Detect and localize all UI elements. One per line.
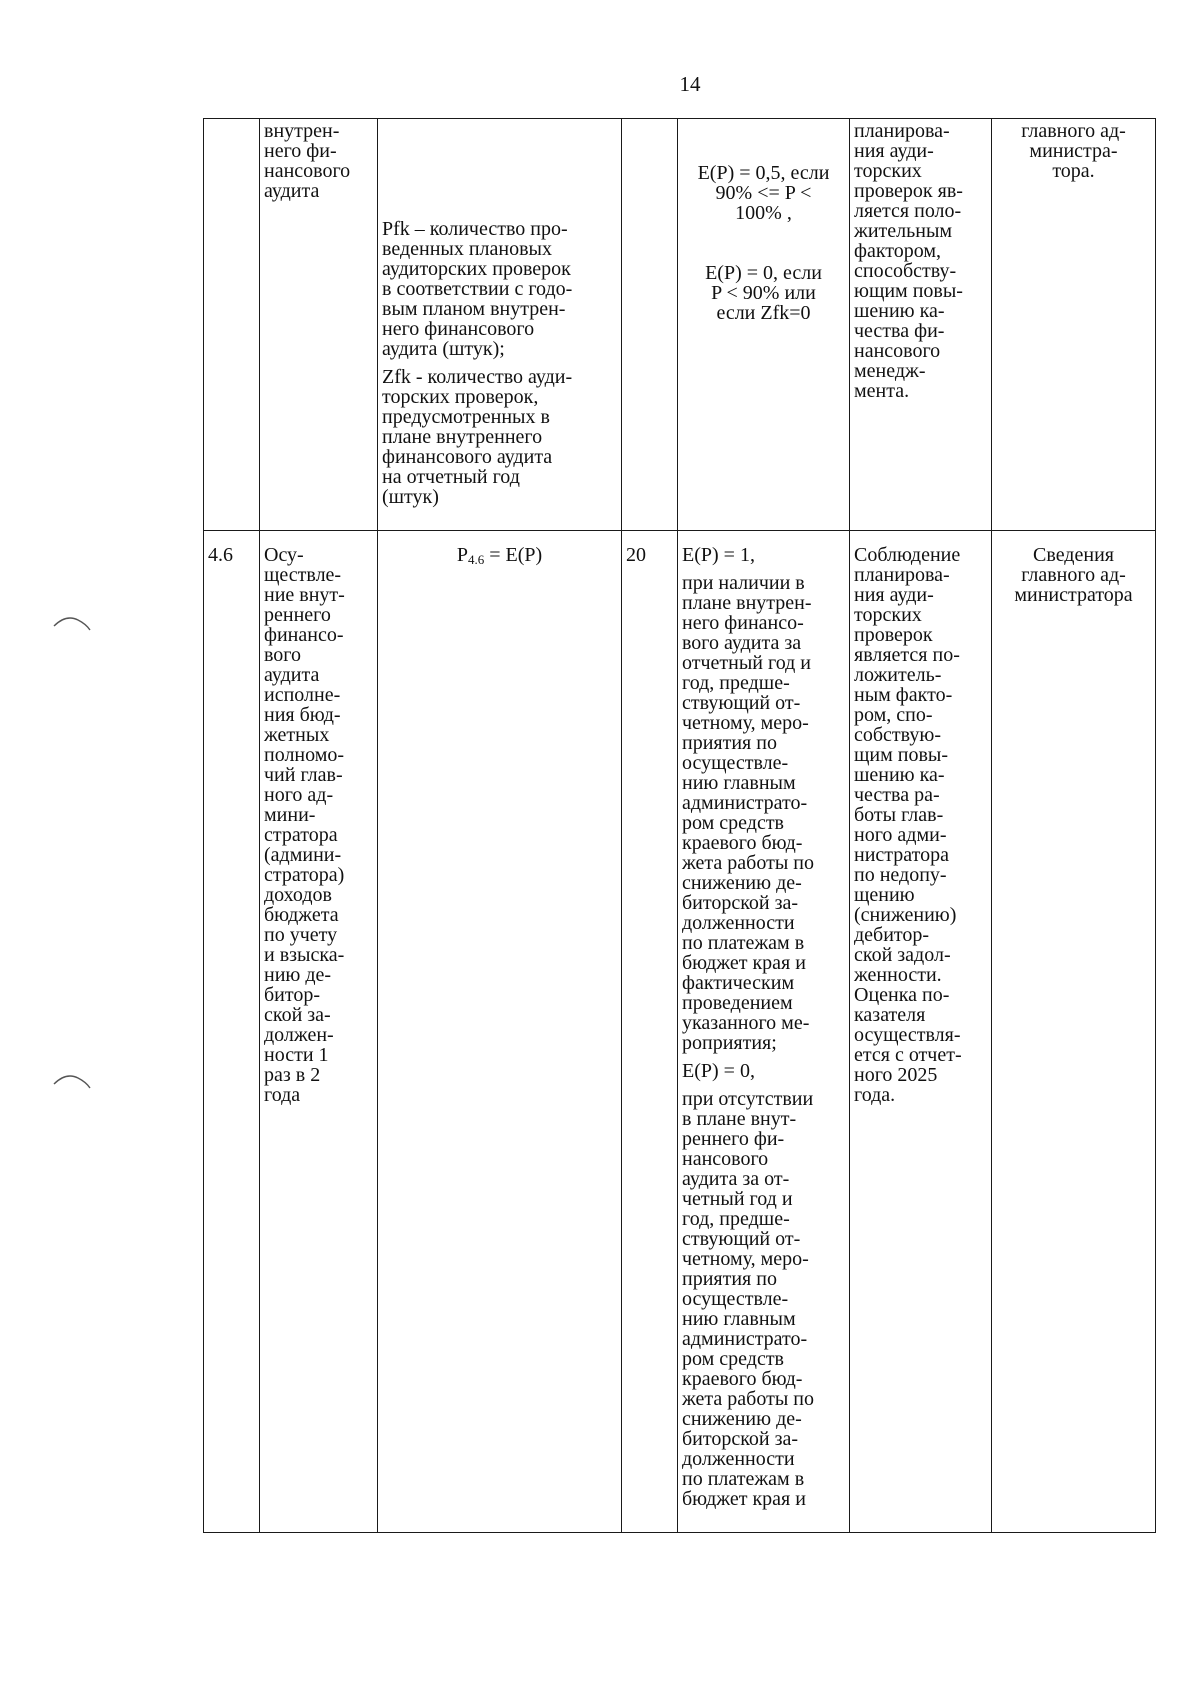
table-row — [204, 119, 1156, 531]
row2-source: Сведения главного ад- министратора — [1014, 544, 1133, 606]
row2-description-cell — [850, 531, 992, 1533]
row1-formula-pfk: Pfk – количество про- веденных плановых аудиторских проверок в соответствии с годо- вым планом внутрен- него финансового аудита (штук); — [382, 218, 573, 360]
row2-name: Осу- ществле- ние внут- реннего финансо- вого аудита исполне- ния бюд- жетных полномо- чий глав- ного ад- мини- стратора (админи- стратора) доходов бюджета по учету и взыска- нию де- битор- ской за- должен- ности 1 раз в 2 года — [264, 544, 345, 1106]
formula-subscript: 4.6 — [467, 552, 485, 567]
row1-formula-zfk: Zfk - количество ауди- торских проверок, предусмотренных в плане внутреннего финансового аудита на отчетный год (штук) — [382, 366, 573, 508]
row2-weight: 20 — [626, 544, 646, 566]
row1-number-cell — [204, 119, 260, 531]
formula-lhs: P — [456, 544, 468, 566]
row1-criteria-cell — [678, 119, 850, 531]
row2-number: 4.6 — [208, 544, 233, 566]
row2-formula — [382, 545, 617, 570]
row1-criteria-b: E(P) = 0, если P < 90% или если Zfk=0 — [705, 262, 822, 324]
table-row — [204, 531, 1156, 1533]
row2-criteria-text0: при отсутствии в плане внут- реннего фи- нансового аудита за от- четный год и год, предше- ствующий от- четному, меро- приятия по осуществле- нию главным администрато- ром средств краевого бюд- жета работы по снижению де- биторской за- долженности по платежам в бюджет края и — [682, 1088, 814, 1510]
row2-description: Соблюдение планирова- ния ауди- торских проверок является по- ложитель- ным факто- ром, спо- собствую- щим повы- шению ка- чества ра- боты глав- ного адми- нистратора по недопу- щению (снижению) дебитор- ской задол- женности. Оценка по- казателя осуществля- ется с отчет- ного 2025 года. — [854, 544, 962, 1106]
row1-criteria-a: E(P) = 0,5, если 90% <= P < 100% , — [697, 162, 830, 224]
scan-mark-1 — [52, 612, 96, 632]
row1-weight-cell — [622, 119, 678, 531]
indicator-table — [203, 118, 1156, 1533]
row2-name-cell — [260, 531, 378, 1533]
row1-description: планирова- ния ауди- торских проверок яв- ляется поло- жительным фактором, способству- ющим повы- шению ка- чества фи- нансового менедж- мента. — [854, 120, 963, 402]
row2-weight-cell — [622, 531, 678, 1533]
row1-name-cell — [260, 119, 378, 531]
row2-criteria-text1: при наличии в плане внутрен- него финансо- вого аудита за отчетный год и год, предше- ствующий от- четному, меро- приятия по осуществле- нию главным администрато- ром средств краевого бюд- жета работы по снижению де- биторской за- долженности по платежам в бюджет края и фактическим проведением указанного ме- роприятия; — [682, 572, 814, 1054]
formula-rhs: = E(P) — [484, 544, 543, 566]
row1-source: главного ад- министра- тора. — [1021, 120, 1126, 182]
row1-description-cell — [850, 119, 992, 531]
row1-formula-cell — [378, 119, 622, 531]
row2-criteria-cell — [678, 531, 850, 1533]
row1-name: внутрен- него фи- нансового аудита — [264, 120, 351, 202]
row2-number-cell — [204, 531, 260, 1533]
scan-mark-2 — [52, 1070, 96, 1090]
row2-source-cell — [992, 531, 1156, 1533]
row1-source-cell — [992, 119, 1156, 531]
row2-criteria-e1: E(P) = 1, — [682, 544, 755, 566]
row2-criteria-e0: E(P) = 0, — [682, 1060, 755, 1082]
row2-formula-cell — [378, 531, 622, 1533]
page-number: 14 — [679, 72, 701, 96]
